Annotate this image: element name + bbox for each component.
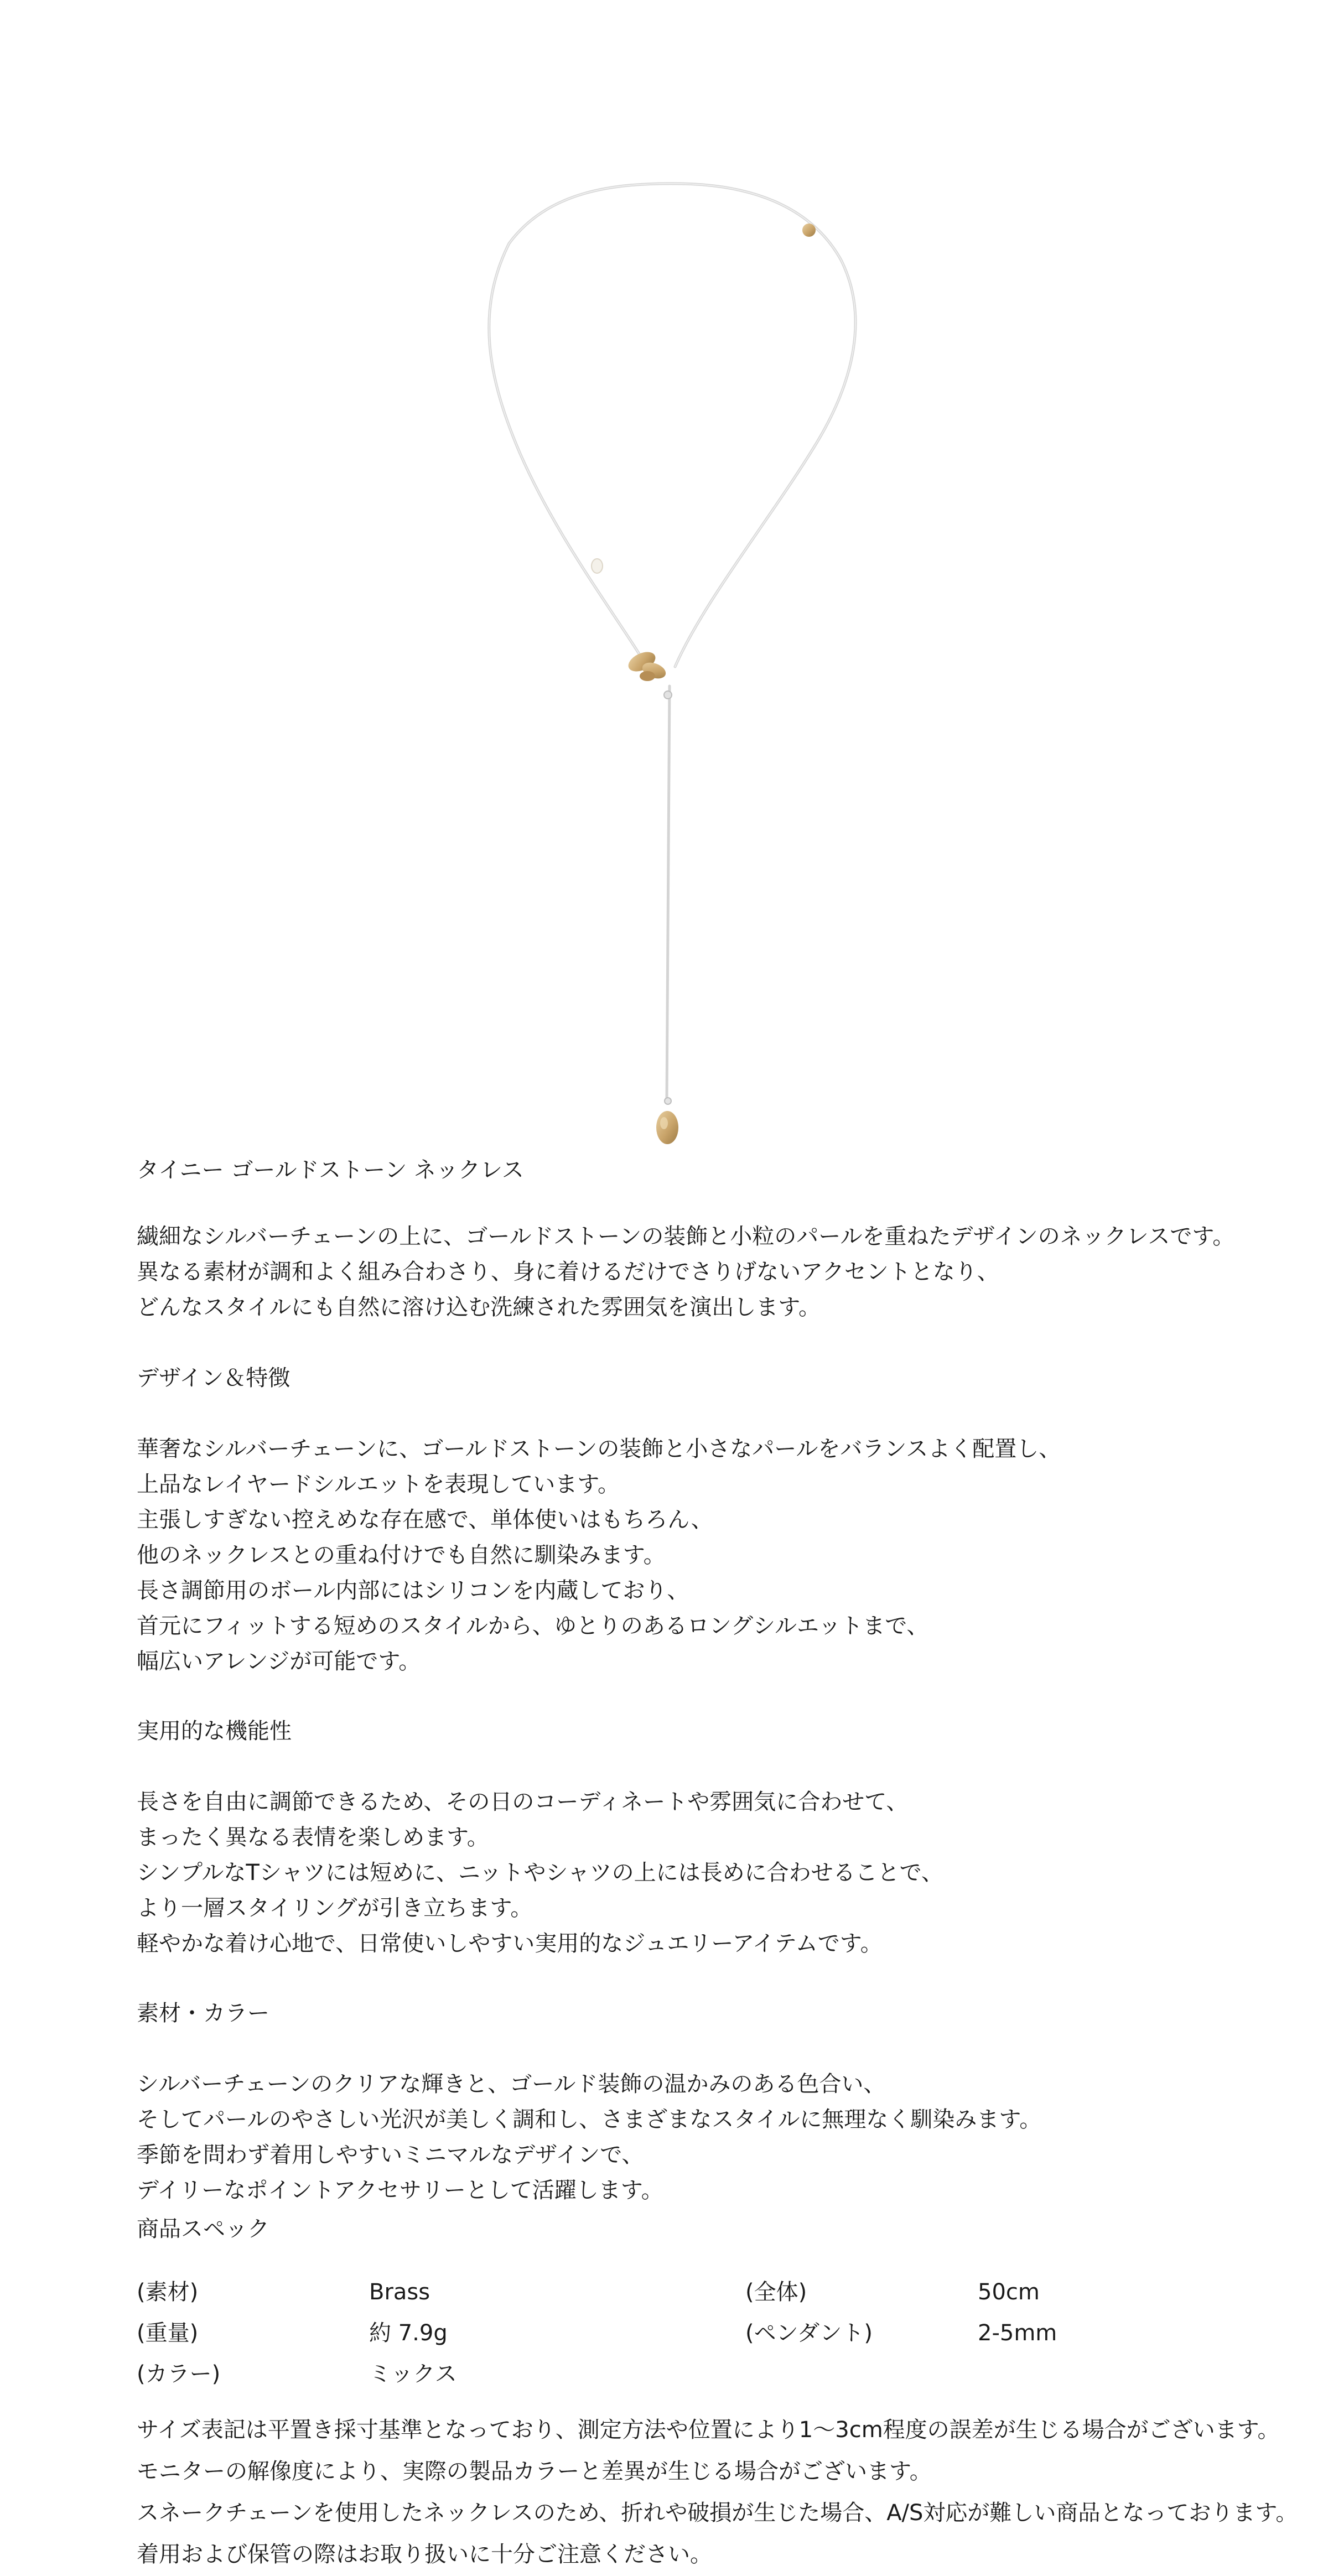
body-line: 幅広いアレンジが可能です。 <box>137 1649 421 1674</box>
body-line: 軽やかな着け心地で、日常使いしやすい実用的なジュエリーアイテムです。 <box>137 1931 883 1956</box>
body-line: デイリーなポイントアクセサリーとして活躍します。 <box>137 2178 663 2203</box>
spec-weight-label: (重量) <box>137 2320 199 2346</box>
slider-ball <box>664 691 672 699</box>
body-line: そしてパールのやさしい光沢が美しく調和し、さまざまなスタイルに無理なく馴染みます。 <box>137 2107 1042 2132</box>
spec-material-value: Brass <box>369 2279 430 2305</box>
product-image <box>0 0 1328 1154</box>
body-line: 華奢なシルバーチェーンに、ゴールドストーンの装飾と小さなパールをバランスよく配置し、 <box>137 1436 1061 1462</box>
note-line: スネークチェーンを使用したネックレスのため、折れや破損が生じた場合、A/S対応が難しい商品となっております。 <box>137 2500 1298 2526</box>
notes <box>137 2409 1298 2575</box>
section-body-design <box>137 1431 1061 1679</box>
body-line: 主張しすぎない控えめな存在感で、単体使いはもちろん、 <box>137 1507 713 1533</box>
spec-total-value: 50cm <box>978 2279 1040 2305</box>
note-line: 着用および保管の際はお取り扱いに十分ご注意ください。 <box>137 2542 712 2567</box>
note-line: モニターの解像度により、実際の製品カラーと差異が生じる場合がございます。 <box>137 2459 932 2484</box>
body-line: 他のネックレスとの重ね付けでも自然に馴染みます。 <box>137 1543 666 1568</box>
chain-loop <box>489 184 855 673</box>
body-line: 上品なレイヤードシルエットを表現しています。 <box>137 1472 620 1497</box>
pendant <box>656 1098 678 1144</box>
chain-drop <box>667 686 670 1098</box>
spec-total-label: (全体) <box>745 2279 807 2305</box>
pearl <box>592 559 603 573</box>
body-line: まったく異なる表情を楽しめます。 <box>137 1825 489 1850</box>
gold-stone-cluster <box>625 648 668 681</box>
spec-pendant-label: (ペンダント) <box>745 2320 873 2346</box>
body-line: シンプルなTシャツには短めに、ニットやシャツの上には長めに合わせることで、 <box>137 1860 943 1886</box>
body-line: 首元にフィットする短めのスタイルから、ゆとりのあるロングシルエットまで、 <box>137 1613 929 1639</box>
section-heading-function: 実用的な機能性 <box>137 1718 292 1744</box>
intro-line: 繊細なシルバーチェーンの上に、ゴールドストーンの装飾と小粒のパールを重ねたデザインのネックレスです。 <box>137 1224 1235 1249</box>
section-heading-design: デザイン＆特徴 <box>137 1365 290 1391</box>
spec-weight-value: 約 7.9g <box>369 2320 448 2346</box>
intro-paragraph <box>137 1219 1234 1325</box>
intro-line: どんなスタイルにも自然に溶け込む洗練された雰囲気を演出します。 <box>137 1295 821 1320</box>
spec-pendant-value: 2-5mm <box>978 2320 1057 2346</box>
spec-table <box>137 2277 1188 2404</box>
body-line: 季節を問わず着用しやすいミニマルなデザインで、 <box>137 2142 644 2168</box>
section-body-function <box>137 1784 943 1961</box>
body-line: 長さを自由に調節できるため、その日のコーディネートや雰囲気に合わせて、 <box>137 1789 909 1815</box>
body-line: 長さ調節用のボール内部にはシリコンを内蔵しており、 <box>137 1578 689 1603</box>
spec-color-label: (カラー) <box>137 2361 221 2387</box>
spec-heading: 商品スペック <box>137 2216 269 2242</box>
product-title: タイニー ゴールドストーン ネックレス <box>137 1157 524 1183</box>
body-line: より一層スタイリングが引き立ちます。 <box>137 1895 533 1921</box>
body-line: シルバーチェーンのクリアな輝きと、ゴールド装飾の温かみのある色合い、 <box>137 2071 886 2097</box>
section-heading-material: 素材・カラー <box>137 2001 269 2026</box>
gold-bead <box>802 224 816 237</box>
note-line: サイズ表記は平置き採寸基準となっており、測定方法や位置により1〜3cm程度の誤差が生じる場合がございます。 <box>137 2417 1280 2443</box>
spec-color-value: ミックス <box>369 2361 457 2387</box>
section-body-material <box>137 2066 1041 2208</box>
spec-material-label: (素材) <box>137 2279 199 2305</box>
intro-line: 異なる素材が調和よく組み合わさり、身に着けるだけでさりげないアクセントとなり、 <box>137 1259 999 1285</box>
